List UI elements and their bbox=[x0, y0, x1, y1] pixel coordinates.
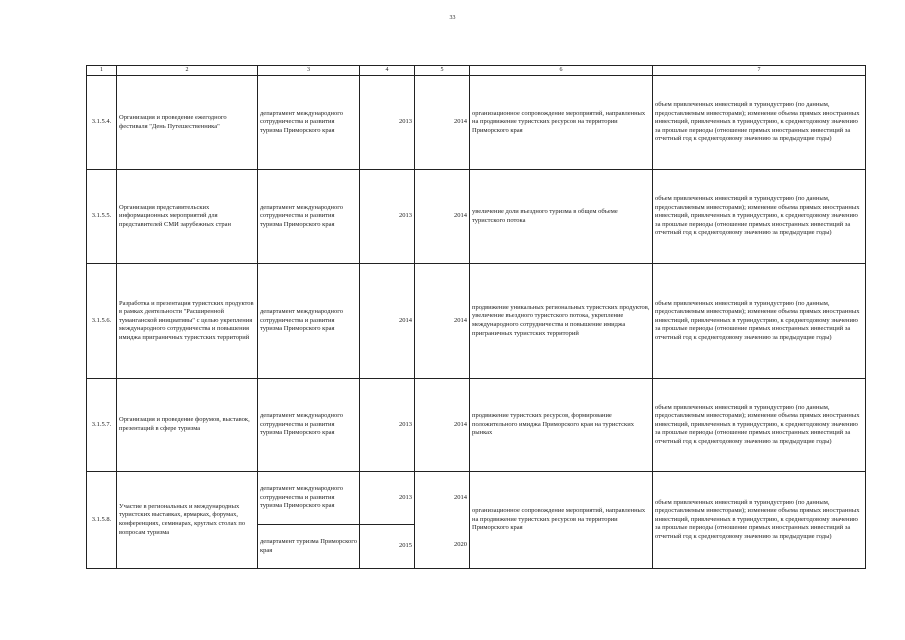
item-code: 3.1.5.7. bbox=[87, 379, 117, 472]
header-cell: 7 bbox=[653, 66, 866, 76]
year-end-cell: 2014 bbox=[415, 379, 470, 472]
year-end-cell: 2014 bbox=[415, 264, 470, 379]
executor-cell: департамент международного сотрудничества и развития туризма Приморского края bbox=[258, 379, 360, 472]
year-start-cell: 2013 bbox=[360, 170, 415, 264]
header-cell: 3 bbox=[258, 66, 360, 76]
page-number: 33 bbox=[449, 15, 456, 21]
activity-cell: Разработка и презентация туристских продуктов в рамках деятельности "Расширенной туманганской инициативы" с целью укрепления международного сотрудничества и повышения имиджа приграничных туристских территорий bbox=[117, 264, 258, 379]
activity-cell: Организация представительских информационных мероприятий для представителей СМИ зарубежных стран bbox=[117, 170, 258, 264]
item-code: 3.1.5.5. bbox=[87, 170, 117, 264]
activity-cell: Организация и проведение ежегодного фестиваля "День Путешественника" bbox=[117, 76, 258, 170]
table-row bbox=[87, 170, 866, 264]
activity-cell: Участие в региональных и международных туристских выставках, ярмарках, форумах, конференциях, семинарах, круглых столах по вопросам туризма bbox=[117, 472, 258, 569]
executor-cell: департамент международного сотрудничества и развития туризма Приморского края bbox=[258, 264, 360, 379]
indicator-cell: объем привлеченных инвестиций в туриндустрию (по данным, предоставляемым инвесторами); изменение объема прямых иностранных инвестиций, привлеченных в туриндустрию, к среднегодовому значению за прошлые периоды (отношение прямых иностранных инвестиций за отчетный год к среднегодовому значению за предыдущие годы) bbox=[653, 264, 866, 379]
year-end-cell bbox=[415, 472, 470, 569]
year-end-value: 2014 bbox=[454, 494, 467, 501]
header-cell: 1 bbox=[87, 66, 117, 76]
table-row bbox=[87, 472, 866, 525]
year-start-cell: 2013 bbox=[360, 379, 415, 472]
table-row bbox=[87, 379, 866, 472]
executor-cell: департамент международного сотрудничества и развития туризма Приморского края bbox=[258, 76, 360, 170]
indicator-cell: объем привлеченных инвестиций в туриндустрию (по данным, предоставляемым инвесторами); изменение объема прямых иностранных инвестиций, привлеченных в туриндустрию, к среднегодовому значению за прошлые периоды (отношение прямых иностранных инвестиций за отчетный год к среднегодовому значению за предыдущие годы) bbox=[653, 472, 866, 569]
indicator-cell: объем привлеченных инвестиций в туриндустрию (по данным, предоставляемым инвесторами); изменение объема прямых иностранных инвестиций, привлеченных в туриндустрию, к среднегодовому значению за прошлые периоды (отношение прямых иностранных инвестиций за отчетный год к среднегодовому значению за предыдущие годы) bbox=[653, 379, 866, 472]
table-row bbox=[87, 264, 866, 379]
year-start-cell: 2013 bbox=[360, 472, 415, 525]
executor-cell: департамент международного сотрудничества и развития туризма Приморского края bbox=[258, 170, 360, 264]
year-end-cell: 2014 bbox=[415, 170, 470, 264]
year-start-cell: 2014 bbox=[360, 264, 415, 379]
year-start-cell: 2013 bbox=[360, 76, 415, 170]
result-cell: продвижение туристских ресурсов, формирование положительного имиджа Приморского края на туристских рынках bbox=[470, 379, 653, 472]
item-code: 3.1.5.4. bbox=[87, 76, 117, 170]
result-cell: продвижение уникальных региональных туристских продуктов, увеличение въездного туристского потока, укрепление международного сотрудничества и повышение имиджа приграничных туристских территорий bbox=[470, 264, 653, 379]
executor-cell: департамент туризма Приморского края bbox=[258, 525, 360, 569]
measures-table bbox=[86, 65, 866, 569]
year-end-cell: 2014 bbox=[415, 76, 470, 170]
header-cell: 2 bbox=[117, 66, 258, 76]
table-row bbox=[87, 76, 866, 170]
item-code: 3.1.5.8. bbox=[87, 472, 117, 569]
year-start-cell: 2015 bbox=[360, 525, 415, 569]
activity-cell: Организация и проведение форумов, выставок, презентаций в сфере туризма bbox=[117, 379, 258, 472]
executor-cell: департамент международного сотрудничества и развития туризма Приморского края bbox=[258, 472, 360, 525]
item-code: 3.1.5.6. bbox=[87, 264, 117, 379]
header-cell: 5 bbox=[415, 66, 470, 76]
indicator-cell: объем привлеченных инвестиций в туриндустрию (по данным, предоставляемым инвесторами); изменение объема прямых иностранных инвестиций, привлеченных в туриндустрию, к среднегодовому значению за прошлые периоды (отношение прямых иностранных инвестиций за отчетный год к среднегодовому значению за предыдущие годы) bbox=[653, 76, 866, 170]
header-cell: 4 bbox=[360, 66, 415, 76]
year-end-value: 2020 bbox=[454, 540, 467, 548]
header-cell: 6 bbox=[470, 66, 653, 76]
result-cell: увеличение доли въездного туризма в общем объеме туристского потока bbox=[470, 170, 653, 264]
indicator-cell: объем привлеченных инвестиций в туриндустрию (по данным, предоставляемым инвесторами); изменение объема прямых иностранных инвестиций, привлеченных в туриндустрию, к среднегодовому значению за прошлые периоды (отношение прямых иностранных инвестиций за отчетный год к среднегодовому значению за предыдущие годы) bbox=[653, 170, 866, 264]
result-cell: организационное сопровождение мероприятий, направленных на продвижение туристских ресурсов на территории Приморского края bbox=[470, 76, 653, 170]
header-row bbox=[87, 66, 866, 76]
result-cell: организационное сопровождение мероприятий, направленных на продвижение туристских ресурсов на территории Приморского края bbox=[470, 472, 653, 569]
